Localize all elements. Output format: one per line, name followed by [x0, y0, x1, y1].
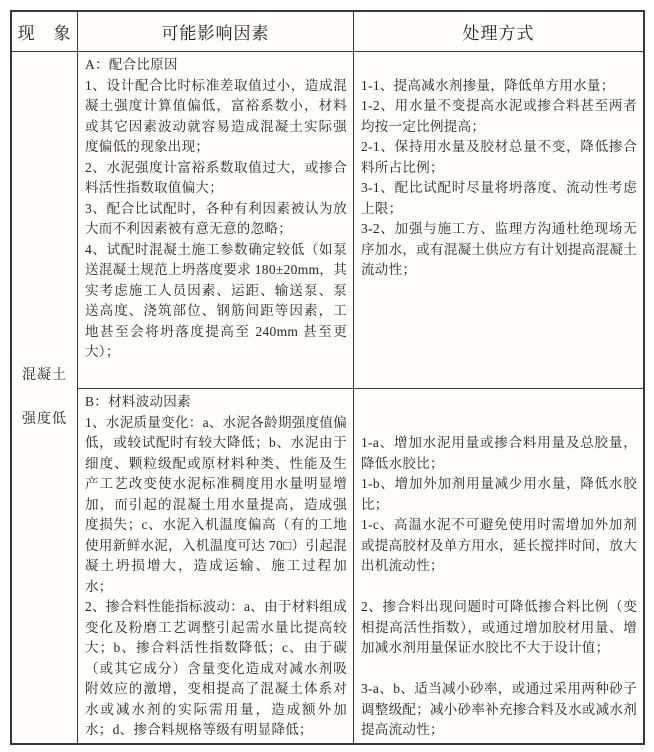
phenomenon-line-1: 混凝土	[22, 367, 67, 383]
treatments-b-cell	[354, 389, 643, 743]
paragraph: A：配合比原因	[85, 57, 178, 72]
blank-line	[361, 659, 637, 680]
header-phenomenon-label: 现 象	[17, 24, 72, 43]
paragraph: 1-1、提高减水剂掺量，降低单方用水量；	[361, 77, 615, 93]
header-treatment	[354, 12, 643, 52]
paragraph: 3-a、b、适当减小砂率，或通过采用两种砂子调整级配；减小砂率补充掺合料及水或减水剂提高流动性；	[361, 681, 637, 737]
paragraph: 2、掺合料性能指标波动：a、由于材料组成变化及粉磨工艺调整引起需水量比提高较大；b、掺合料活性指数降低；c、由于碳（或其它成分）含量变化造成对减水剂吸附效应的激增，变相提高了混凝土体系对水或减水剂的实际需用量，造成额外加水；d、掺合料规格等级有明显降低；	[85, 599, 347, 737]
paragraph: 1、水泥质量变化：a、水泥各龄期强度值偏低，或较试配时有较大降低；b、水泥由于细度、颗粒级配或原材料种类、性能及生产工艺改变使水泥标准稠度用水量明显增加，而引起的混凝土用水量提高，造成强度损失；c、水泥入机温度偏高（有的工地使用新鲜水泥，入机温度可达 70□）引起混凝土坍损增大，造成运输、施工过程加水；	[85, 414, 347, 594]
phenomenon-cell	[12, 52, 78, 743]
paragraph: 3、配合比试配时，各种有利因素被认为放大而不利因素被有意无意的忽略；	[85, 200, 347, 236]
paragraph: 2、水泥强度计富裕系数取值过大，或掺合料活性指数取值偏大；	[85, 159, 347, 195]
paragraph: 1-a、增加水泥用量或掺合料用量及总胶量，降低水胶比；	[361, 435, 637, 471]
header-factors	[78, 12, 354, 52]
paragraph: 3-1、配比试配时尽量将坍落度、流动性考虑上限；	[361, 180, 637, 216]
paragraph: 2-1、保持用水量及胶材总量不变，降低掺合料所占比例；	[361, 139, 637, 175]
header-factors-label: 可能影响因素	[161, 24, 270, 43]
paragraph: 4、试配时混凝土施工参数确定较低（如泵送混凝土规范上坍落度要求 180±20mm，其实考虑施工人员因素、运距、输送泵、泵送高度、浇筑部位、钢筋间距等因素，工地甚至会将坍落度提高至 240mm 甚至更大）；	[85, 241, 347, 359]
blank-line	[361, 413, 637, 434]
header-phenomenon	[12, 12, 78, 52]
blank-line	[361, 392, 637, 413]
paragraph: 1、设计配合比时标准差取值过小，造成混凝土强度计算值偏低，富裕系数小，材料或其它因素波动就容易造成混凝土实际强度偏低的现象出现；	[85, 77, 347, 154]
paragraph: B：材料波动因素	[85, 394, 191, 409]
blank-line	[361, 577, 637, 598]
paragraph: 2、掺合料出现问题时可降低掺合料比例（变相提高活性指数），或通过增加胶材用量、增加减水剂用量保证水胶比不大于设计值；	[361, 599, 637, 655]
influence-factors-table	[10, 10, 645, 745]
treatments-a-cell	[354, 52, 643, 389]
paragraph: 1-b、增加外加剂用量减少用水量，降低水胶比；	[361, 476, 637, 512]
factors-b-cell	[78, 389, 354, 743]
paragraph: 1-c、高温水泥不可避免使用时需增加外加剂或提高胶材及单方用水，延长搅拌时间，放大出机流动性；	[361, 517, 637, 573]
phenomenon-line-2: 强度低	[22, 411, 67, 427]
paragraph: 1-2、用水量不变提高水泥或掺合料甚至两者均按一定比例提高；	[361, 98, 637, 134]
header-treatment-label: 处理方式	[462, 24, 535, 43]
factors-a-cell	[78, 52, 354, 389]
blank-line	[361, 55, 637, 76]
paragraph: 3-2、加强与施工方、监理方沟通杜绝现场无序加水，或有混凝土供应方有计划提高混凝土流动性；	[361, 221, 637, 277]
